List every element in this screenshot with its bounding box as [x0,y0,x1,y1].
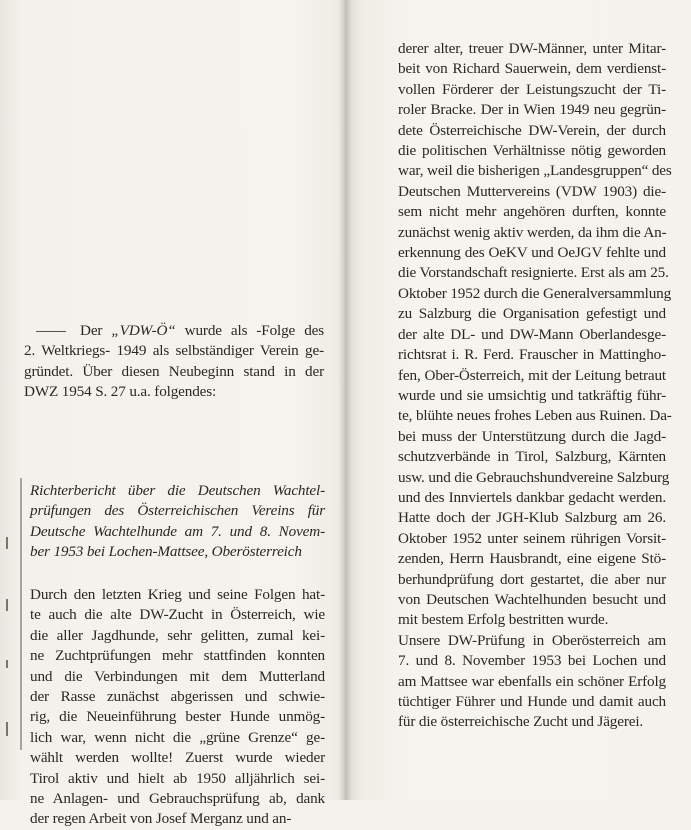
text-line: der regen Arbeit von Josef Merganz und an- [30,810,292,828]
text-line: rig, die Neueinführung bester Hunde unmög- [30,708,325,726]
text-line: und des Innviertels dankbar gedacht werden. [398,488,666,506]
text-line: zenden, Herrn Hausbrandt, eine eigene Stö- [398,550,666,568]
text-line: dete Österreichische DW-Verein, der durch [398,121,666,139]
text-line: Oktober 1952 unter seinem rührigen Vorsit- [398,529,666,547]
text-line: Unsere DW-Prüfung in Oberösterreich am [398,631,666,649]
text-line: vollen Förderer der Leistungszucht der Ti- [398,80,666,98]
text-line: zunächst wenig aktiv werden, da ihm die An- [398,223,667,241]
text-line: am Mattsee war ebenfalls ein schöner Erfolg [398,672,666,690]
text-line: prüfungen des Österreichischen Vereins für [30,502,325,520]
text-line: war, weil die bisherigen „Landesgruppen“ des [398,162,672,180]
text-line: Hatte doch der JGH-Klub Salzburg am 26. [398,509,666,527]
quote-bar [20,478,22,750]
text-line: ne Anlagen- und Gebrauchsprüfung ab, dank [30,790,325,808]
text-line: wählt werden wollte! Zuerst wurde wieder [30,749,325,767]
text-line: mit bestem Erfolg bestritten wurde. [398,611,609,629]
text-line: die Vorstandschaft resignierte. Erst als am 25. [398,264,669,282]
text-line: tüchtiger Führer und Hunde und damit auch [398,693,666,710]
text-line: Deutschen Muttervereins (VDW 1903) die- [398,182,666,200]
intro-paragraph [24,321,324,403]
text-line: roler Bracke. Der in Wien 1949 neu gegrün- [398,101,666,119]
text-line: der alte DL- und DW-Mann Oberlandesge- [398,325,666,343]
text-line: Tirol aktiv und hielt ab 1950 alljährlich sei- [30,769,325,787]
text-line: Richterbericht über die Deutschen Wachtel- [30,482,325,499]
leader-dash [36,331,66,332]
text-line: lich war, wenn nicht die „grüne Grenze“ ge- [30,728,325,746]
text-line: erkennung des OeKV und OeJGV fehlte und [398,244,666,262]
text-line: Durch den letzten Krieg und seine Folgen hat- [30,586,325,603]
text-line: zu Salzburg die Organisation gefestigt und [398,305,666,323]
text-line: derer alter, treuer DW-Männer, unter Mitar- [398,40,666,57]
text-line: richtsrat i. R. Ferd. Frauscher in Mattingho- [398,346,666,364]
text-line: usw. und die Gebrauchshundvereine Salzburg [398,468,670,486]
text-line: te auch die alte DW-Zucht in Österreich, wie [30,606,325,624]
report-heading [30,481,325,563]
text-line: beit von Richard Sauerwein, dem verdienst- [398,60,666,78]
book-gutter [338,0,352,800]
report-body-right [398,39,672,733]
text-line: schutzverbände in Tirol, Salzburg, Kärnten [398,448,666,466]
text-line: ber 1953 bei Lochen-Mattsee, Oberösterreich [30,543,302,561]
text-line: bei muss der Unterstützung durch die Jagd- [398,427,666,445]
text-line: von Deutschen Wachtelhunden besucht und [398,590,666,608]
text-line: berhundprüfung dort gestartet, die aber nur [398,570,666,588]
text-line: Oktober 1952 durch die Generalversammlung [398,284,672,302]
text-line: fen, Ober-Österreich, mit der Leitung betraut [398,366,666,384]
text-line: sem nicht mehr angehören durften, konnte [398,203,666,221]
previous-page-edge [4,0,14,800]
text-line: wurde und sie umsichtig und tatkräftig führ- [398,386,666,404]
text-line: 7. und 8. November 1953 bei Lochen und [398,652,666,670]
text-line: für die österreichische Zucht und Jägerei. [398,713,644,731]
text-line: Der „VDW-Ö“ wurde als -Folge des [24,321,324,341]
text-line: die politischen Verhältnisse nötig geworden [398,142,666,160]
text-line: DWZ 1954 S. 27 u.a. folgendes: [24,383,217,401]
report-body-left [30,585,325,830]
text-line: Deutsche Wachtelhunde am 7. und 8. Novem- [30,522,325,540]
text-line: te, blühte neues frohes Leben aus Ruinen. Da- [398,407,672,425]
text-line: gründet. Über diesen Neubeginn stand in der [24,362,324,380]
text-line: der Rasse zunächst abgerissen und schwie- [30,688,325,706]
text-line: 2. Weltkriegs- 1949 als selbständiger Verein ge- [24,342,324,360]
text-line: und die Verbindungen mit dem Mutterland [30,667,325,685]
text-line: ne Zuchtprüfungen mehr stattfinden konnten [30,647,325,665]
text-line: die aller Jagdhunde, sehr gelitten, zumal kei- [30,626,325,644]
